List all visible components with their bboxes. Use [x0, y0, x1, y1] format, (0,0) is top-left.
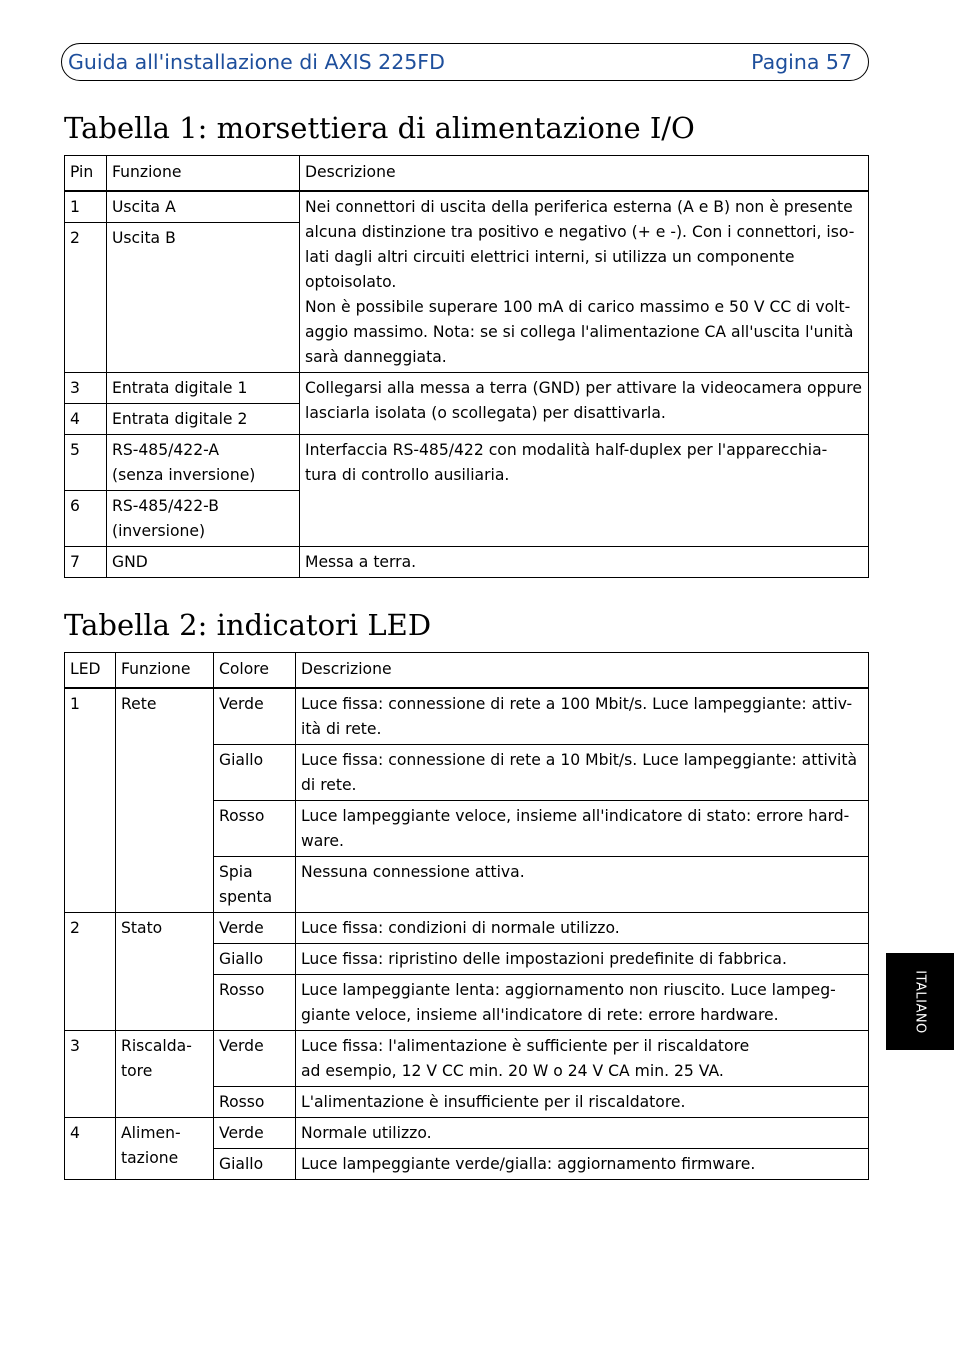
description-cell — [296, 1149, 869, 1180]
description-cell — [296, 1087, 869, 1118]
language-tab — [886, 953, 954, 1050]
color-cell — [214, 688, 296, 745]
header-led: LED — [65, 653, 116, 689]
page-number: Pagina 57 — [751, 50, 852, 74]
description-cell-line: ità di rete. — [301, 720, 382, 738]
header-colore: Colore — [214, 653, 296, 689]
function-cell: GND — [107, 547, 300, 578]
color-cell — [214, 857, 296, 913]
table-row — [65, 435, 869, 491]
color-cell-line: Verde — [219, 1037, 264, 1055]
description-line: Nei connettori di uscita della periferica esterna (A e B) non è presente — [305, 198, 853, 216]
description-cell-line: Nessuna connessione attiva. — [301, 863, 525, 881]
header-pin: Pin — [65, 156, 107, 192]
description-cell-line: di rete. — [301, 776, 357, 794]
table-header-row — [65, 156, 869, 192]
language-label: ITALIANO — [912, 969, 928, 1034]
led-indicator-table — [64, 652, 869, 1180]
led-number-cell: 4 — [65, 1118, 116, 1180]
function-cell: Entrata digitale 2 — [107, 404, 300, 435]
color-cell-line: Rosso — [219, 1093, 265, 1111]
description-line: aggio massimo. Nota: se si collega l'alimentazione CA all'uscita l'unità — [305, 323, 854, 341]
led-number-cell: 3 — [65, 1031, 116, 1118]
function-line: RS-485/422-A — [112, 441, 220, 459]
description-line: Collegarsi alla messa a terra (GND) per attivare la videocamera oppure — [305, 379, 862, 397]
function-cell: Uscita A — [107, 191, 300, 223]
color-cell-line: Rosso — [219, 807, 265, 825]
pin-cell: 1 — [65, 191, 107, 223]
description-line: optoisolato. — [305, 273, 397, 291]
pin-cell: 7 — [65, 547, 107, 578]
function-cell — [107, 435, 300, 491]
description-line: alcuna distinzione tra positivo e negativo (+ e -). Con i connettori, iso- — [305, 223, 855, 241]
description-cell: Messa a terra. — [300, 547, 869, 578]
pin-cell: 4 — [65, 404, 107, 435]
function-cell — [116, 913, 214, 1031]
description-cell-line: L'alimentazione è insufficiente per il riscaldatore. — [301, 1093, 686, 1111]
description-cell-line: Luce fissa: ripristino delle impostazioni predefinite di fabbrica. — [301, 950, 787, 968]
description-cell — [296, 1118, 869, 1149]
description-line: sarà danneggiata. — [305, 348, 447, 366]
color-cell-line: Spia — [219, 863, 253, 881]
color-cell-line: Verde — [219, 1124, 264, 1142]
function-line: (inversione) — [112, 522, 206, 540]
description-cell-line: ad esempio, 12 V CC min. 20 W o 24 V CA min. 25 VA. — [301, 1062, 724, 1080]
description-line: tura di controllo ausiliaria. — [305, 466, 510, 484]
table1-title: Tabella 1: morsettiera di alimentazione I/O — [64, 111, 695, 145]
description-cell-line: Luce fissa: connessione di rete a 100 Mbit/s. Luce lampeggiante: attiv- — [301, 695, 853, 713]
pin-cell: 5 — [65, 435, 107, 491]
description-cell-line: giante veloce, insieme all'indicatore di rete: errore hardware. — [301, 1006, 779, 1024]
function-cell: Entrata digitale 1 — [107, 373, 300, 404]
description-line: lati dagli altri circuiti elettrici interni, si utilizza un componente — [305, 248, 795, 266]
document-title: Guida all'installazione di AXIS 225FD — [68, 50, 445, 74]
color-cell — [214, 745, 296, 801]
color-cell — [214, 1149, 296, 1180]
color-cell-line: spenta — [219, 888, 273, 906]
table-row — [65, 191, 869, 223]
color-cell — [214, 1087, 296, 1118]
description-cell-line: Luce fissa: condizioni di normale utilizzo. — [301, 919, 620, 937]
description-cell — [296, 975, 869, 1031]
function-cell-line: Stato — [121, 919, 163, 937]
description-cell — [296, 1031, 869, 1087]
description-line: Interfaccia RS-485/422 con modalità half-duplex per l'apparecchia- — [305, 441, 828, 459]
color-cell-line: Giallo — [219, 950, 264, 968]
led-number-cell: 2 — [65, 913, 116, 1031]
color-cell-line: Verde — [219, 695, 264, 713]
function-cell-line: Rete — [121, 695, 157, 713]
description-line: lasciarla isolata (o scollegata) per disattivarla. — [305, 404, 666, 422]
color-cell — [214, 801, 296, 857]
color-cell-line: Giallo — [219, 751, 264, 769]
description-cell-line: Luce lampeggiante verde/gialla: aggiornamento firmware. — [301, 1155, 756, 1173]
function-cell-line: tazione — [121, 1149, 179, 1167]
color-cell — [214, 975, 296, 1031]
description-cell-line: Luce fissa: l'alimentazione è sufficiente per il riscaldatore — [301, 1037, 750, 1055]
header-funzione: Funzione — [116, 653, 214, 689]
io-terminal-table — [64, 155, 869, 578]
description-cell-line: Luce lampeggiante veloce, insieme all'indicatore di stato: errore hard- — [301, 807, 850, 825]
color-cell-line: Verde — [219, 919, 264, 937]
pin-cell: 6 — [65, 491, 107, 547]
function-cell — [107, 491, 300, 547]
function-cell: Uscita B — [107, 223, 300, 373]
description-cell — [296, 801, 869, 857]
description-cell — [296, 688, 869, 745]
description-cell — [300, 435, 869, 547]
description-cell — [296, 745, 869, 801]
function-cell-line: tore — [121, 1062, 153, 1080]
table-row — [65, 373, 869, 404]
table-row — [65, 913, 869, 944]
function-line: RS-485/422-B — [112, 497, 219, 515]
description-cell — [296, 857, 869, 913]
led-table-body — [65, 688, 869, 1180]
table-row — [65, 547, 869, 578]
description-cell-line: Luce lampeggiante lenta: aggiornamento non riuscito. Luce lampeg- — [301, 981, 836, 999]
description-cell — [296, 944, 869, 975]
table-header-row — [65, 653, 869, 689]
led-number-cell: 1 — [65, 688, 116, 913]
function-cell — [116, 1031, 214, 1118]
description-cell-line: Luce fissa: connessione di rete a 10 Mbit/s. Luce lampeggiante: attività — [301, 751, 858, 769]
header-funzione: Funzione — [107, 156, 300, 192]
table-row — [65, 1031, 869, 1087]
description-cell — [300, 191, 869, 373]
color-cell — [214, 944, 296, 975]
description-cell-line: Normale utilizzo. — [301, 1124, 432, 1142]
color-cell-line: Rosso — [219, 981, 265, 999]
pin-cell: 2 — [65, 223, 107, 373]
function-cell — [116, 1118, 214, 1180]
page-header — [61, 43, 869, 81]
color-cell-line: Giallo — [219, 1155, 264, 1173]
table-row — [65, 688, 869, 745]
function-cell — [116, 688, 214, 913]
color-cell — [214, 1031, 296, 1087]
description-line: Non è possibile superare 100 mA di carico massimo e 50 V CC di volt- — [305, 298, 851, 316]
description-cell — [300, 373, 869, 435]
description-cell-line: ware. — [301, 832, 344, 850]
header-descrizione: Descrizione — [300, 156, 869, 192]
color-cell — [214, 1118, 296, 1149]
pin-cell: 3 — [65, 373, 107, 404]
header-descrizione: Descrizione — [296, 653, 869, 689]
function-line: (senza inversione) — [112, 466, 256, 484]
function-cell-line: Alimen- — [121, 1124, 181, 1142]
description-cell — [296, 913, 869, 944]
table-row — [65, 1118, 869, 1149]
color-cell — [214, 913, 296, 944]
table2-title: Tabella 2: indicatori LED — [64, 608, 432, 642]
function-cell-line: Riscalda- — [121, 1037, 192, 1055]
